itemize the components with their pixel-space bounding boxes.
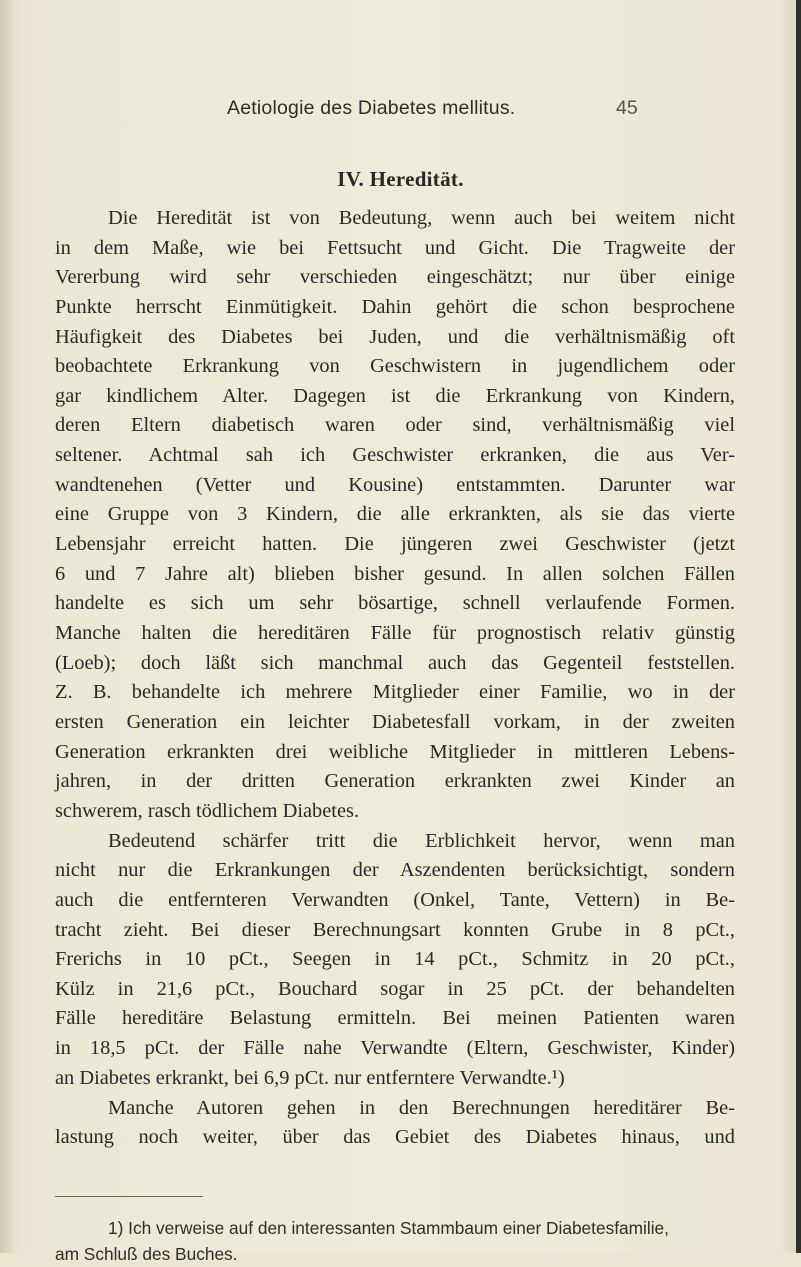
text-line: Generation erkrankten drei weibliche Mitglieder in mittleren Lebens- <box>55 740 735 763</box>
text-line: (Loeb); doch läßt sich manchmal auch das Gegenteil feststellen. <box>55 651 735 674</box>
text-line: nicht nur die Erkrankungen der Aszendenten berücksichtigt, sondern <box>55 859 735 882</box>
text-line: Häufigkeit des Diabetes bei Juden, und die verhältnismäßig oft <box>55 325 735 348</box>
text-line: Manche halten die hereditären Fälle für prognostisch relativ günstig <box>55 621 735 644</box>
text-line: Punkte herrscht Einmütigkeit. Dahin gehört die schon besprochene <box>55 295 735 318</box>
text-line: in 18,5 pCt. der Fälle nahe Verwandte (Eltern, Geschwister, Kinder) <box>55 1037 735 1060</box>
text-line: Manche Autoren gehen in den Berechnungen hereditärer Be- <box>108 1096 735 1119</box>
paragraph-3 <box>55 1094 735 1153</box>
page-header <box>60 97 760 125</box>
footnote-line: am Schluß des Buches. <box>55 1244 238 1264</box>
running-title: Aetiologie des Diabetes mellitus. <box>227 97 516 119</box>
text-line: Frerichs in 10 pCt., Seegen in 14 pCt., Schmitz in 20 pCt., <box>55 948 735 971</box>
text-line: auch die entfernteren Verwandten (Onkel, Tante, Vettern) in Be- <box>55 888 735 911</box>
text-line: ersten Generation ein leichter Diabetesfall vorkam, in der zweiten <box>55 710 735 733</box>
text-line: gar kindlichem Alter. Dagegen ist die Erkrankung von Kindern, <box>55 384 735 407</box>
section-heading: IV. Heredität. <box>337 167 464 191</box>
footnote <box>55 1215 735 1267</box>
text-line: deren Eltern diabetisch waren oder sind, verhältnismäßig viel <box>55 414 735 437</box>
text-line: an Diabetes erkrankt, bei 6,9 pCt. nur entferntere Verwandte.¹) <box>55 1066 565 1089</box>
text-line: schwerem, rasch tödlichem Diabetes. <box>55 799 360 822</box>
text-line: Fälle hereditäre Belastung ermitteln. Bei meinen Patienten waren <box>55 1007 735 1030</box>
text-line: Bedeutend schärfer tritt die Erblichkeit hervor, wenn man <box>108 829 735 852</box>
footnote-line: 1) Ich verweise auf den interessanten Stammbaum einer Diabetesfamilie, <box>108 1218 669 1238</box>
text-line: Z. B. behandelte ich mehrere Mitglieder einer Familie, wo in der <box>55 681 735 704</box>
text-line: Külz in 21,6 pCt., Bouchard sogar in 25 pCt. der behandelten <box>55 977 735 1000</box>
page-number: 45 <box>616 97 638 119</box>
text-line: lastung noch weiter, über das Gebiet des Diabetes hinaus, und <box>55 1126 735 1149</box>
text-line: 6 und 7 Jahre alt) blieben bisher gesund. In allen solchen Fällen <box>55 562 735 585</box>
paragraph-1 <box>55 204 735 826</box>
text-line: Vererbung wird sehr verschieden eingeschätzt; nur über einige <box>55 266 735 289</box>
text-line: in dem Maße, wie bei Fettsucht und Gicht. Die Tragweite der <box>55 236 735 259</box>
text-line: Lebensjahr erreicht hatten. Die jüngeren zwei Geschwister (jetzt <box>55 533 735 556</box>
footnote-rule <box>55 1196 203 1197</box>
text-line: handelte es sich um sehr bösartige, schnell verlaufende Formen. <box>55 592 735 615</box>
text-line: seltener. Achtmal sah ich Geschwister erkranken, die aus Ver- <box>55 444 735 467</box>
text-line: tracht zieht. Bei dieser Berechnungsart konnten Grube in 8 pCt., <box>55 918 735 941</box>
text-line: Die Heredität ist von Bedeutung, wenn auch bei weitem nicht <box>108 207 735 229</box>
text-line: jahren, in der dritten Generation erkrankten zwei Kinder an <box>55 770 735 793</box>
paragraph-2 <box>55 827 735 1094</box>
text-line: wandtenehen (Vetter und Kousine) entstammten. Darunter war <box>55 473 735 496</box>
text-line: beobachtete Erkrankung von Geschwistern in jugendlichem oder <box>55 355 735 378</box>
text-line: eine Gruppe von 3 Kindern, die alle erkrankten, als sie das vierte <box>55 503 735 526</box>
